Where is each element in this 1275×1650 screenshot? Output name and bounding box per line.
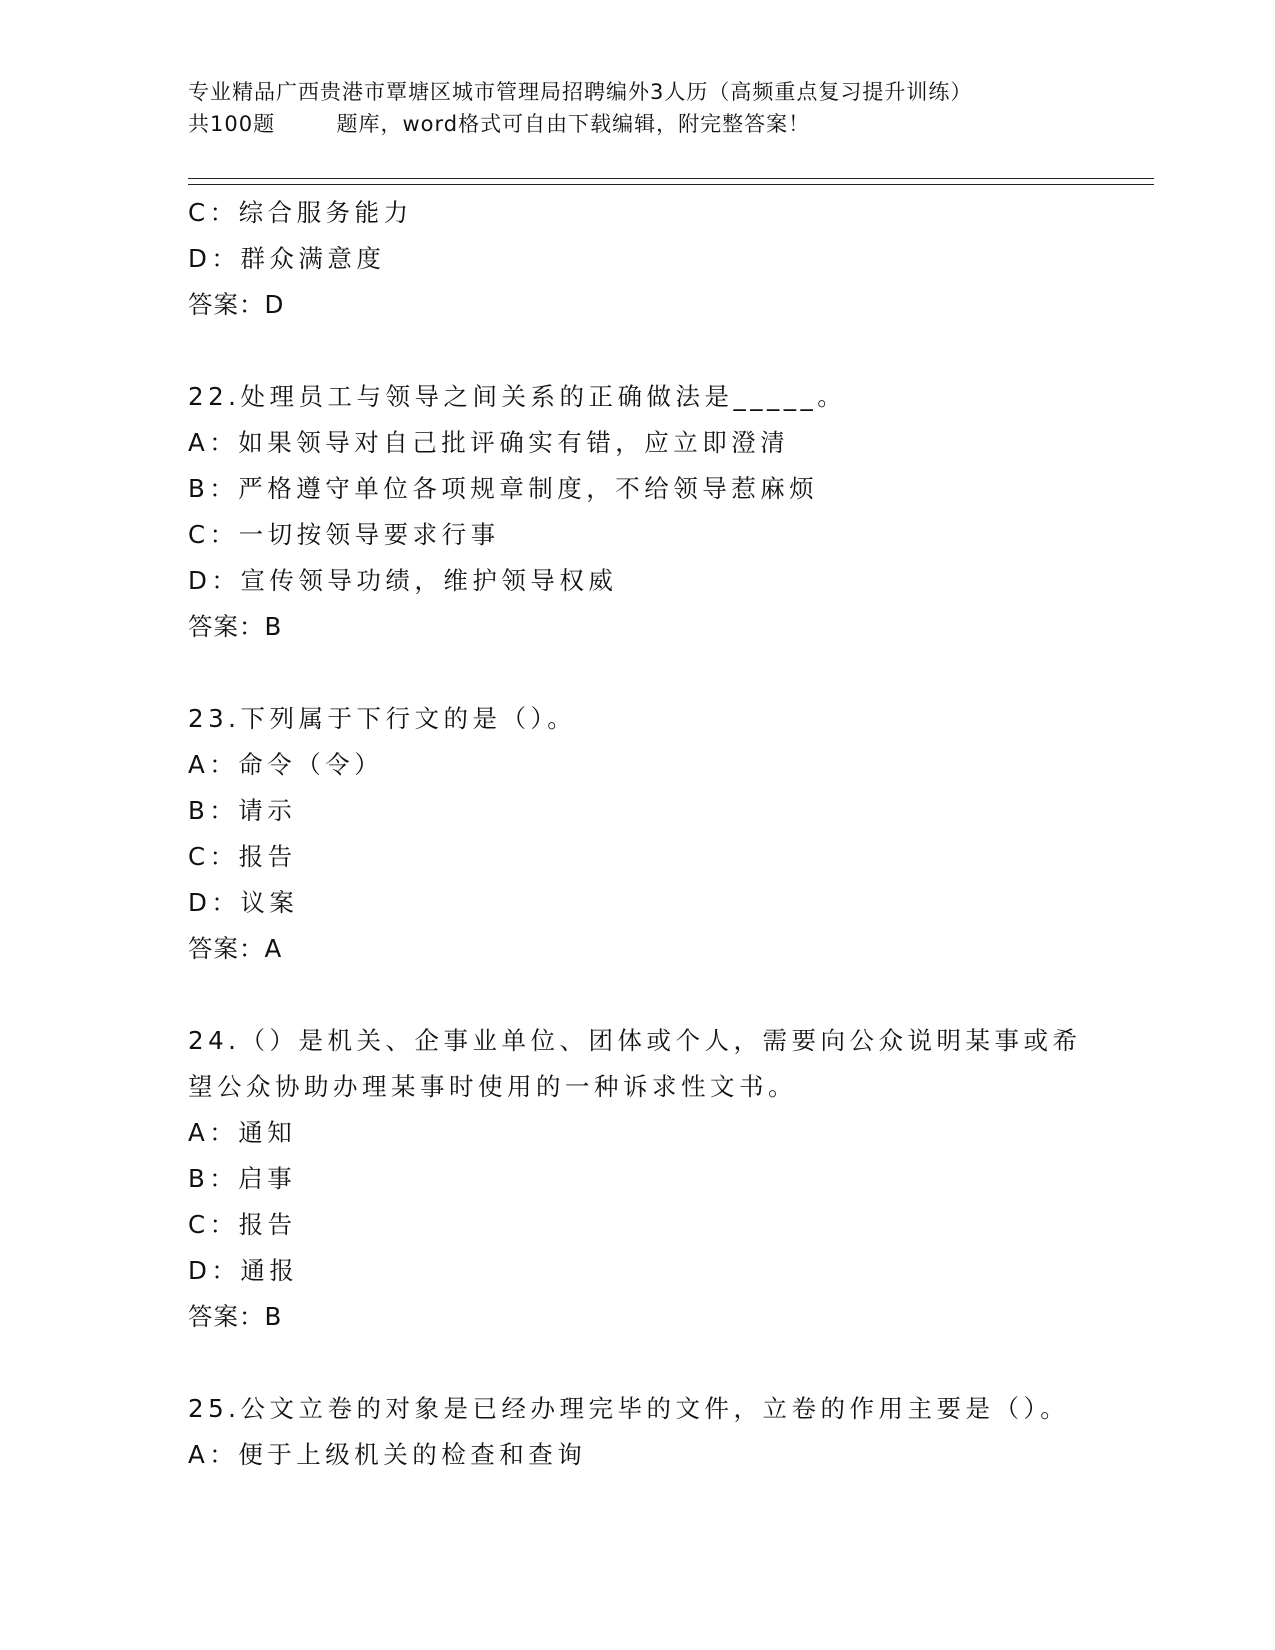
- question-stem: 23.下列属于下行文的是（）。: [188, 704, 577, 733]
- option-d: D：群众满意度: [188, 244, 386, 273]
- answer-line: 答案：A: [188, 934, 283, 963]
- option-a: A：命令（令）: [188, 750, 384, 779]
- question-stem-line-1: 24.（）是机关、企事业单位、团体或个人，需要向公众说明某事或希: [188, 1026, 1082, 1055]
- option-a: A：便于上级机关的检查和查询: [188, 1440, 587, 1469]
- question-21-continued: [188, 190, 1118, 328]
- option-c: C：综合服务能力: [188, 198, 413, 227]
- document-header: [188, 76, 1088, 140]
- question-stem: 22.处理员工与领导之间关系的正确做法是_____。: [188, 382, 847, 411]
- option-a: A：如果领导对自己批评确实有错，应立即澄清: [188, 428, 790, 457]
- question-stem: 25.公文立卷的对象是已经办理完毕的文件，立卷的作用主要是（）。: [188, 1394, 1070, 1423]
- option-c: C：一切按领导要求行事: [188, 520, 500, 549]
- header-divider-top: [188, 178, 1154, 179]
- option-d: D：议案: [188, 888, 299, 917]
- option-a: A：通知: [188, 1118, 297, 1147]
- option-d: D：通报: [188, 1256, 299, 1285]
- option-b: B：启事: [188, 1164, 297, 1193]
- option-c: C：报告: [188, 1210, 297, 1239]
- option-b: B：严格遵守单位各项规章制度，不给领导惹麻烦: [188, 474, 819, 503]
- question-stem-line-2: 望公众协助办理某事时使用的一种诉求性文书。: [188, 1072, 797, 1101]
- answer-line: 答案：D: [188, 290, 285, 319]
- option-b: B：请示: [188, 796, 297, 825]
- header-title-line-1: 专业精品广西贵港市覃塘区城市管理局招聘编外3人历（高频重点复习提升训练）: [188, 80, 973, 104]
- option-c: C：报告: [188, 842, 297, 871]
- option-d: D：宣传领导功绩，维护领导权威: [188, 566, 618, 595]
- question-25: [188, 1386, 1118, 1478]
- header-divider-bottom: [188, 184, 1154, 185]
- question-22: [188, 374, 1118, 650]
- question-list: [188, 190, 1118, 1478]
- question-24: [188, 1018, 1118, 1340]
- answer-line: 答案：B: [188, 612, 283, 641]
- header-title-line-2: 共100题 题库，word格式可自由下载编辑，附完整答案！: [188, 112, 811, 136]
- answer-line: 答案：B: [188, 1302, 283, 1331]
- question-23: [188, 696, 1118, 972]
